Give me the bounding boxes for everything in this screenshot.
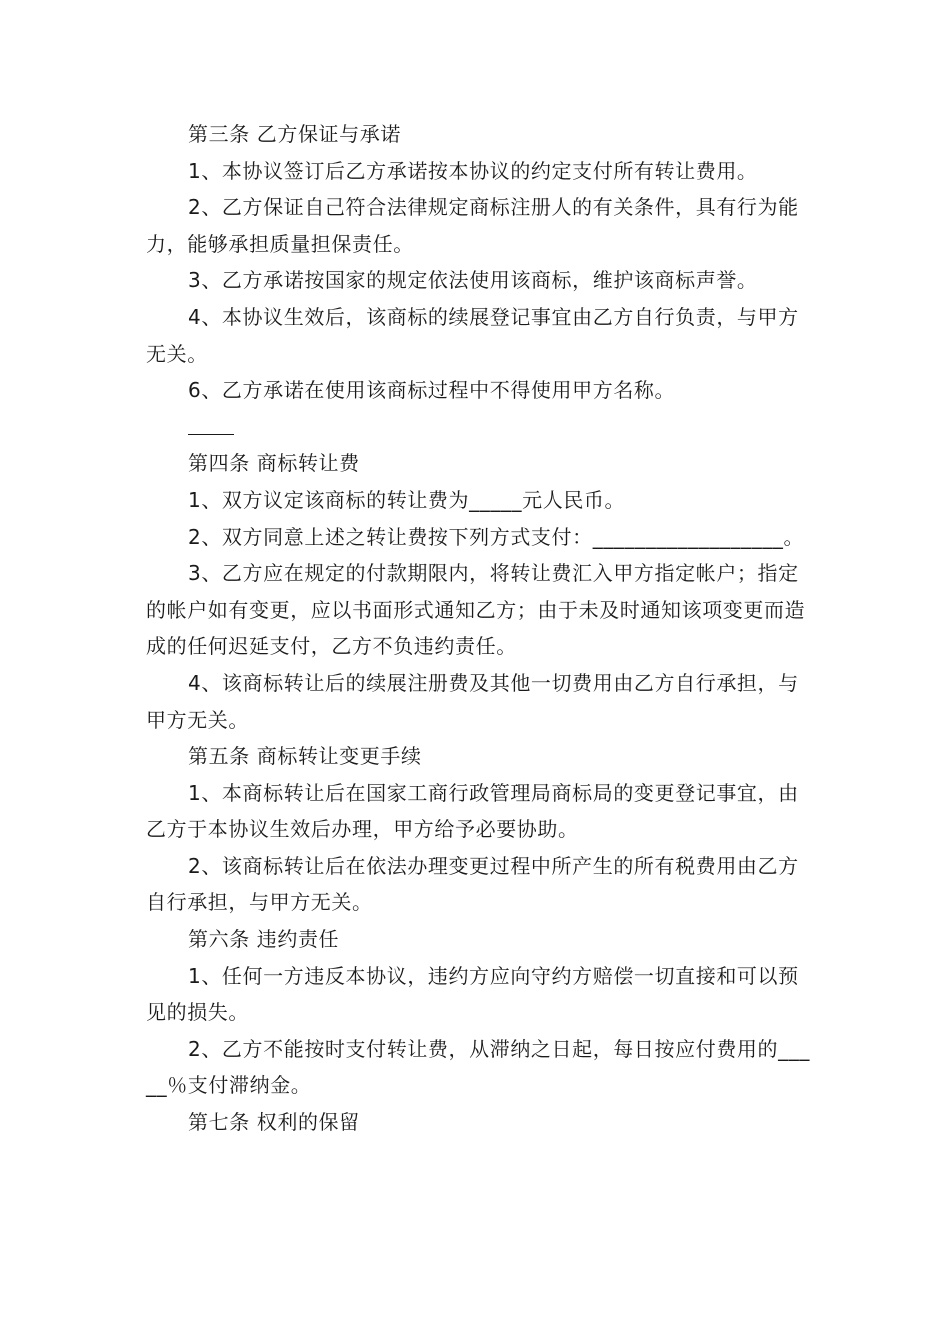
article-3-item-1: 1、本协议签订后乙方承诺按本协议的约定支付所有转让费用。 — [188, 158, 758, 183]
article-5-heading: 第五条 商标转让变更手续 — [188, 744, 422, 769]
article-4-item-2: 2、双方同意上述之转让费按下列方式支付：__________________。 — [188, 524, 805, 549]
article-3-item-6: 6、乙方承诺在使用该商标过程中不得使用甲方名称。 — [188, 378, 676, 403]
article-4-item-4: 4、该商标转让后的续展注册费及其他一切费用由乙方自行承担，与甲方无关。 — [146, 670, 799, 732]
article-6-heading: 第六条 违约责任 — [188, 927, 340, 952]
article-3-item-2: 2、乙方保证自己符合法律规定商标注册人的有关条件，具有行为能力，能够承担质量担保责任。 — [146, 195, 799, 256]
article-4-heading: 第四条 商标转让费 — [188, 451, 360, 476]
article-7-heading: 第七条 权利的保留 — [188, 1110, 360, 1135]
article-3-item-3: 3、乙方承诺按国家的规定依法使用该商标，维护该商标声誉。 — [188, 268, 758, 293]
article-3-item-4: 4、本协议生效后，该商标的续展登记事宜由乙方自行负责，与甲方无关。 — [146, 304, 799, 366]
article-6-item-1: 1、任何一方违反本协议，违约方应向守约方赔偿一切直接和可以预见的损失。 — [146, 963, 799, 1025]
article-5-item-2: 2、该商标转让后在依法办理变更过程中所产生的所有税费用由乙方自行承担，与甲方无关。 — [146, 853, 799, 915]
article-5-item-1: 1、本商标转让后在国家工商行政管理局商标局的变更登记事宜，由乙方于本协议生效后办理，甲方给予必要协助。 — [146, 780, 799, 842]
article-4-item-3: 3、乙方应在规定的付款期限内，将转让费汇入甲方指定帐户；指定的帐户如有变更，应以书面形式通知乙方；由于未及时通知该项变更而造成的任何迟延支付，乙方不负违约责任。 — [146, 561, 806, 659]
separator-line — [146, 409, 818, 446]
article-6-item-2: 2、乙方不能按时支付转让费，从滞纳之日起，每日按应付费用的_____％支付滞纳金。 — [146, 1036, 810, 1098]
document-page — [146, 116, 818, 1141]
article-4-item-1: 1、双方议定该商标的转让费为_____元人民币。 — [188, 487, 626, 512]
article-3-heading: 第三条 乙方保证与承诺 — [188, 122, 401, 146]
